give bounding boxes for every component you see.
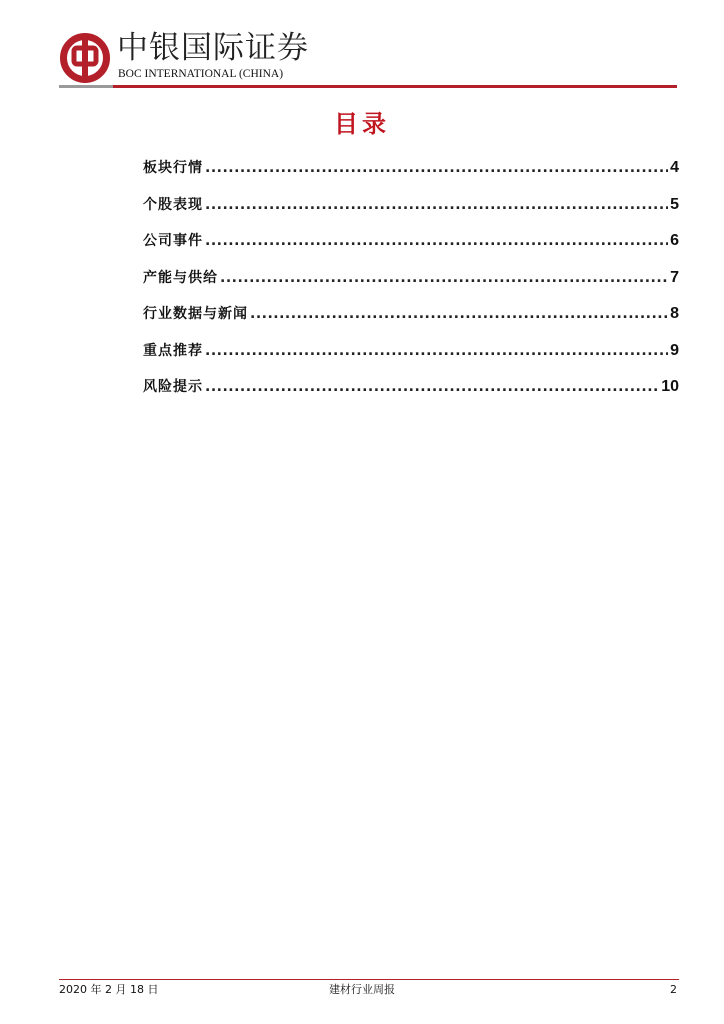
toc-entry-page: 7 xyxy=(670,268,679,286)
toc-entry-market[interactable] xyxy=(143,154,679,191)
toc-entry-page: 9 xyxy=(670,341,679,359)
toc-leader-dots xyxy=(220,264,668,292)
toc-entry-page: 6 xyxy=(670,232,679,249)
toc-leader-dots xyxy=(205,373,659,401)
toc-entry-label: 重点推荐 xyxy=(143,342,203,359)
toc-entry-capacity-supply[interactable] xyxy=(143,264,679,301)
brand-name-chinese: 中银国际证券 xyxy=(117,30,309,66)
toc-entry-company-events[interactable] xyxy=(143,227,679,264)
toc-heading: 目录 xyxy=(334,110,390,138)
footer-page-number: 2 xyxy=(670,983,677,996)
header-divider-grey xyxy=(59,85,113,88)
toc-leader-dots xyxy=(205,154,668,182)
toc-entry-industry-data-news[interactable] xyxy=(143,300,679,337)
toc-entry-page: 10 xyxy=(661,378,679,395)
footer-divider xyxy=(59,979,679,980)
toc-entry-label: 板块行情 xyxy=(143,160,203,176)
header-divider-red xyxy=(113,85,677,88)
boc-logo-icon xyxy=(59,32,111,84)
toc-entry-label: 风险提示 xyxy=(143,379,203,395)
brand-name-english: BOC INTERNATIONAL (CHINA) xyxy=(118,68,284,80)
toc-entry-page: 8 xyxy=(670,305,679,322)
toc-entry-stocks[interactable] xyxy=(143,191,679,228)
toc-entry-label: 产能与供给 xyxy=(143,269,218,286)
toc-entry-page: 4 xyxy=(670,159,679,176)
toc-entry-label: 行业数据与新闻 xyxy=(143,306,248,322)
toc-entry-page: 5 xyxy=(670,195,679,213)
toc-entry-label: 个股表现 xyxy=(143,196,203,213)
toc-entry-label: 公司事件 xyxy=(143,233,203,249)
footer-date: 2020 年 2 月 18 日 xyxy=(59,983,159,996)
footer-report-title: 建材行业周报 xyxy=(329,983,395,996)
toc-entry-risk-warning[interactable] xyxy=(143,373,679,410)
toc-leader-dots xyxy=(250,300,668,328)
table-of-contents xyxy=(143,154,679,410)
toc-leader-dots xyxy=(205,337,668,365)
toc-leader-dots xyxy=(205,191,668,219)
toc-entry-recommendations[interactable] xyxy=(143,337,679,374)
toc-leader-dots xyxy=(205,227,668,255)
